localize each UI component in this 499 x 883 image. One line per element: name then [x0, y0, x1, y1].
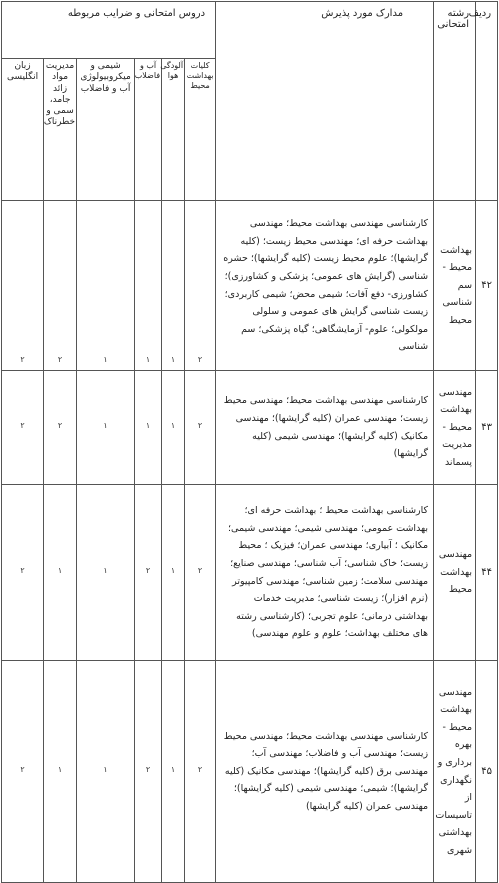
accepted-documents: کارشناسی بهداشت محیط ؛ بهداشت حرفه ای؛ بهداشت عمومی؛ مهندسی شیمی؛ مهندسی شیمی؛ مکانیک ؛ آبیاری؛ مهندسی عمران؛ فیزیک ؛ محیط زیست؛ خاک شناسی؛ آب شناسی؛ مهندسی صنایع؛ مهندسی سلامت؛ زمین شناسی؛ مهندسی کامپیوتر (نرم افزار)؛ زیست شناسی؛ مدیریت خدمات بهداشتی درمانی؛ علوم تجربی؛ (کارشناسی رشته های مختلف بهداشت؛ علوم و علوم مهندسی): [216, 485, 434, 661]
coefficient: ۲: [185, 485, 216, 661]
coefficient: ۲: [44, 371, 77, 485]
header-documents: مدارک مورد پذیرش: [216, 2, 434, 201]
coefficient: ۱: [162, 201, 185, 371]
major-name: مهندسی بهداشت محیط - بهره برداری و نگهداری از تاسیسات بهداشتی شهری: [434, 661, 476, 883]
subject-header: آلودگی هوا: [162, 59, 185, 201]
subject-header: زبان انگلیسی: [2, 59, 44, 201]
coefficient: ۱: [44, 485, 77, 661]
header-exams: دروس امتحانی و ضرایب مربوطه: [2, 2, 216, 59]
subject-header: کلیات بهداشت محیط: [185, 59, 216, 201]
coefficient: ۲: [2, 485, 44, 661]
major-name: مهندسی بهداشت محیط - مدیریت پسماند: [434, 371, 476, 485]
row-number: ۴۲: [476, 201, 498, 371]
coefficient: ۱: [135, 371, 162, 485]
coefficient: ۱: [77, 371, 135, 485]
row-number: ۴۴: [476, 485, 498, 661]
coefficient: ۲: [185, 661, 216, 883]
coefficient: ۲: [135, 485, 162, 661]
coefficient: ۲: [44, 201, 77, 371]
accepted-documents: کارشناسی مهندسی بهداشت محیط؛ مهندسی محیط زیست؛ مهندسی عمران (کلیه گرایشها)؛ مهندسی مکانیک (کلیه گرایشها)؛ مهندسی شیمی (کلیه گرایشها): [216, 371, 434, 485]
coefficient: ۱: [44, 661, 77, 883]
row-number: ۴۳: [476, 371, 498, 485]
table-row: [2, 371, 498, 485]
coefficient: ۲: [2, 661, 44, 883]
table-row: [2, 661, 498, 883]
table-row: [2, 201, 498, 371]
coefficient: ۱: [162, 485, 185, 661]
header-major: رشته امتحانی: [434, 2, 476, 201]
coefficient: ۱: [77, 661, 135, 883]
coefficient: ۲: [2, 201, 44, 371]
coefficient: ۲: [2, 371, 44, 485]
row-number: ۴۵: [476, 661, 498, 883]
coefficient: ۱: [135, 201, 162, 371]
coefficient: ۱: [162, 661, 185, 883]
header-row: [2, 2, 498, 59]
coefficient: ۲: [135, 661, 162, 883]
accepted-documents: کارشناسی مهندسی بهداشت محیط؛ مهندسی بهداشت حرفه ای؛ مهندسی محیط زیست؛ (کلیه گرایشها)؛ علوم محیط زیست (کلیه گرایشها)؛ حشره شناسی (گرایش های عمومی؛ پزشکی و کشاورزی)؛ کشاورزی- دفع آفات؛ شیمی محض؛ شیمی کاربردی؛ زیست شناسی گرایش های عمومی و سلولی مولکولی؛ علوم- آزمایشگاهی؛ گیاه پزشکی؛ سم شناسی: [216, 201, 434, 371]
subject-header: مدیریت مواد زائد جامد، سمی و خطرناک: [44, 59, 77, 201]
major-name: بهداشت محیط - سم شناسی محیط: [434, 201, 476, 371]
coefficient: ۱: [77, 485, 135, 661]
accepted-documents: کارشناسی مهندسی بهداشت محیط؛ مهندسی محیط زیست؛ مهندسی آب و فاضلاب؛ مهندسی آب؛ مهندسی برق (کلیه گرایشها)؛ مهندسی مکانیک (کلیه گرایشها)؛ شیمی؛ مهندسی شیمی (کلیه گرایشها)؛ مهندسی عمران (کلیه گرایشها): [216, 661, 434, 883]
coefficient: ۲: [185, 201, 216, 371]
coefficient: ۱: [77, 201, 135, 371]
subject-header: شیمی و میکروبیولوژی آب و فاضلاب: [77, 59, 135, 201]
major-name: مهندسی بهداشت محیط: [434, 485, 476, 661]
subject-header: آب و فاضلاب: [135, 59, 162, 201]
exam-table: [1, 1, 498, 883]
coefficient: ۲: [185, 371, 216, 485]
coefficient: ۱: [162, 371, 185, 485]
header-row-no: ردیف: [476, 2, 498, 201]
table-row: [2, 485, 498, 661]
